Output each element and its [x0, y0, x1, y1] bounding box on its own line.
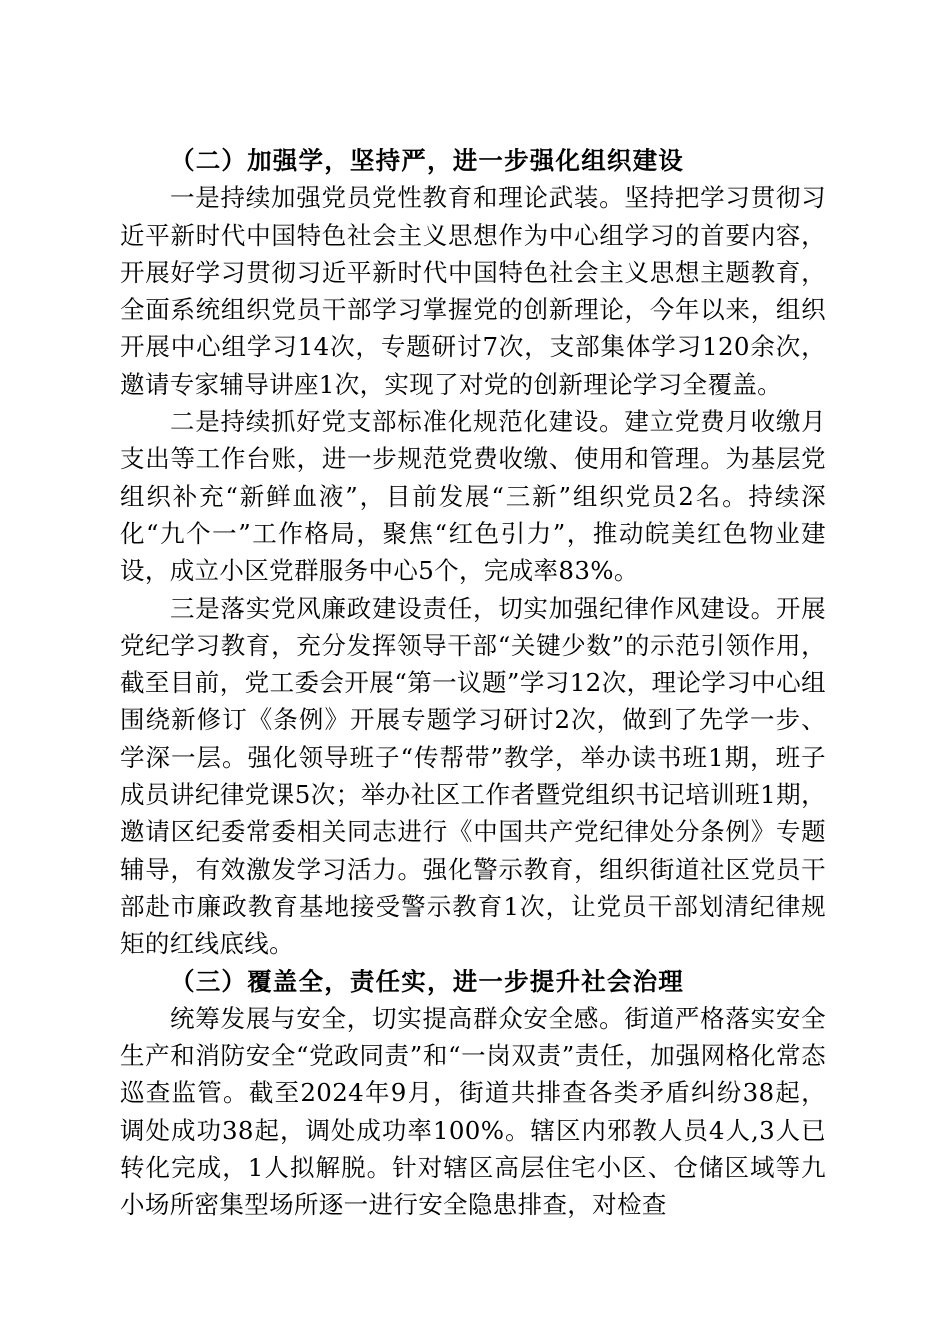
paragraph-branch-standardization: 二是持续抓好党支部标准化规范化建设。建立党费月收缴月支出等工作台账，进一步规范党费收缴、使用和管理。为基层党组织补充“新鲜血液”，目前发展“三新”组织党员2名。持续深化“九个一”工作格局，聚焦“红色引力”，推动皖美红色物业建设，成立小区党群服务中心5个，完成率83%。 — [120, 407, 826, 586]
document-page — [120, 142, 826, 1224]
paragraph-social-governance: 统筹发展与安全，切实提高群众安全感。街道严格落实安全生产和消防安全“党政同责”和“一岗双责”责任，加强网格化常态巡查监管。截至2024年9月，街道共排查各类矛盾纠纷38起，调处成功38起，调处成功率100%。辖区内邪教人员4人,3人已转化完成，1人拟解脱。针对辖区高层住宅小区、仓储区域等九小场所密集型场所逐一进行安全隐患排查，对检查 — [120, 1003, 826, 1220]
paragraph-theory-education: 一是持续加强党员党性教育和理论武装。坚持把学习贯彻习近平新时代中国特色社会主义思想作为中心组学习的首要内容，开展好学习贯彻习近平新时代中国特色社会主义思想主题教育，全面系统组织党员干部学习掌握党的创新理论，今年以来，组织开展中心组学习14次，专题研讨7次，支部集体学习120余次，邀请专家辅导讲座1次，实现了对党的创新理论学习全覆盖。 — [120, 183, 826, 399]
paragraph-integrity-discipline: 三是落实党风廉政建设责任，切实加强纪律作风建设。开展党纪学习教育，充分发挥领导干部“关键少数”的示范引领作用，截至目前，党工委会开展“第一议题”学习12次，理论学习中心组围绕新修订《条例》开展专题学习研讨2次，做到了先学一步、学深一层。强化领导班子“传帮带”教学，举办读书班1期，班子成员讲纪律党课5次；举办社区工作者暨党组织书记培训班1期，邀请区纪委常委相关同志进行《中国共产党纪律处分条例》专题辅导，有效激发学习活力。强化警示教育，组织街道社区党员干部赴市廉政教育基地接受警示教育1次，让党员干部划清纪律规矩的红线底线。 — [120, 593, 826, 959]
section-heading-3: （三）覆盖全，责任实，进一步提升社会治理 — [170, 966, 684, 996]
section-heading-2: （二）加强学，坚持严，进一步强化组织建设 — [170, 146, 684, 175]
